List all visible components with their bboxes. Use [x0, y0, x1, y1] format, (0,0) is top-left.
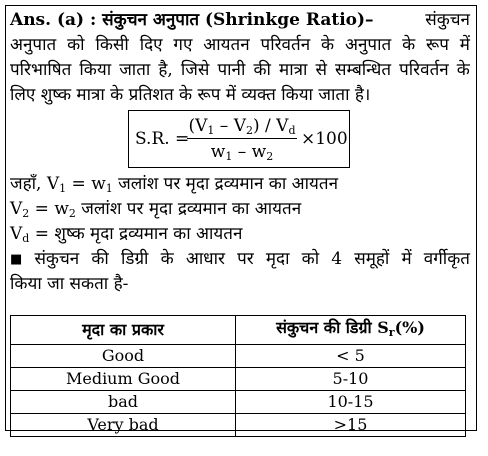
cell-soil-type: Good — [11, 345, 236, 368]
answer-line-3-word: से — [315, 60, 327, 80]
answer-line-2 — [10, 33, 470, 58]
classification-line-1 — [10, 247, 470, 272]
soil-classification-table — [10, 315, 466, 437]
answer-line-3-word: परिभाषित — [10, 60, 72, 80]
answer-line-2-word: के — [402, 35, 416, 55]
answer-line-2-word: को — [67, 35, 85, 55]
classification-line-1-word: समूहों — [354, 249, 390, 269]
definition-v2: $V_2 = w_2$ जलांश पर मृदा द्रव्यमान का आयतन — [10, 199, 302, 220]
table-row — [11, 368, 466, 391]
answer-line-3 — [10, 58, 470, 83]
formula-multiplier: ×100 — [301, 129, 348, 149]
answer-line-3-word: है, — [158, 60, 173, 80]
classification-line-1-word: पर — [237, 249, 254, 269]
answer-line-2-word: के — [321, 35, 335, 55]
definition-vd: $V_d$ = शुष्क मृदा द्रव्यमान का आयतन — [10, 224, 243, 245]
cell-soil-type: Medium Good — [11, 368, 236, 391]
answer-line-2-word: अनुपात — [10, 35, 57, 55]
cell-shrinkage-degree: 5-10 — [236, 368, 466, 391]
table-row — [11, 391, 466, 414]
answer-heading-line — [10, 8, 470, 33]
table-row — [11, 414, 466, 437]
classification-line-1-word: 4 — [331, 249, 343, 269]
cell-soil-type: bad — [11, 391, 236, 414]
classification-line-1-word: मृदा — [265, 249, 290, 269]
bullet-square-icon: ■ — [10, 252, 23, 267]
answer-line-2-word: दिए — [139, 35, 163, 55]
classification-line-1-word: डिग्री — [120, 249, 149, 269]
cell-shrinkage-degree: < 5 — [236, 345, 466, 368]
answer-line-2-word: गए — [173, 35, 193, 55]
answer-line-2-word: परिवर्तन — [260, 35, 311, 55]
answer-text — [10, 8, 470, 297]
header-shrinkage-degree: संकुचन की डिग्री $S_r(\%)$ — [236, 316, 466, 345]
header-soil-type: मृदा का प्रकार — [11, 316, 236, 345]
formula-numerator: $(V_1 - V_2) / V_d$ — [188, 116, 296, 137]
classification-line-1-word: में — [401, 249, 412, 269]
classification-line-1-word: की — [91, 249, 109, 269]
formula-box — [128, 110, 350, 168]
answer-line-3-word: जिसे — [180, 60, 210, 80]
table-row — [11, 345, 466, 368]
classification-line-2: किया जा सकता है- — [10, 274, 129, 294]
answer-label: Ans. (a) : संकुचन अनुपात (Shrinkge Ratio)– — [10, 10, 374, 30]
cell-soil-type: Very bad — [11, 414, 236, 437]
answer-line-3-word: के — [456, 60, 470, 80]
classification-line-1-word: वर्गीकृत — [423, 249, 470, 269]
cell-shrinkage-degree: 10-15 — [236, 391, 466, 414]
classification-line-1-word: आधार — [185, 249, 225, 269]
classification-line-1-word: को — [301, 249, 320, 269]
answer-line-2-word: अनुपात — [344, 35, 392, 55]
answer-line-2-word: आयतन — [203, 35, 250, 55]
answer-line-3-word: सम्बन्धित — [335, 60, 392, 80]
cell-shrinkage-degree: >15 — [236, 414, 466, 437]
formula-fraction — [187, 114, 297, 163]
answer-line-3-word: की — [253, 60, 271, 80]
answer-line-3-word: मात्रा — [279, 60, 308, 80]
answer-line-3-word: पानी — [217, 60, 246, 80]
definition-v1: जहाँ, $V_1 = w_1$ जलांश पर मृदा द्रव्यमान का आयतन — [10, 174, 339, 195]
answer-line-2-word: में — [459, 35, 470, 55]
formula-area — [10, 108, 470, 172]
classification-line-1-word: के — [160, 249, 174, 269]
answer-line-3-word: किया — [79, 60, 112, 80]
answer-line-4: लिए शुष्क मात्रा के प्रतिशत के रूप में व्यक्त किया जाता है। — [10, 85, 371, 105]
classification-line-1-word: संकुचन — [34, 249, 80, 269]
formula-denominator: $w_1 - w_2$ — [210, 142, 274, 163]
table-header-row — [11, 316, 466, 345]
formula-lhs: S.R. = — [135, 129, 190, 149]
answer-line-2-word: किसी — [95, 35, 129, 55]
answer-line-3-word: परिवर्तन — [399, 60, 449, 80]
answer-line-3-word: जाता — [119, 60, 151, 80]
answer-line-2-word: रूप — [426, 35, 449, 55]
answer-line1-tail: संकुचन — [425, 10, 470, 30]
